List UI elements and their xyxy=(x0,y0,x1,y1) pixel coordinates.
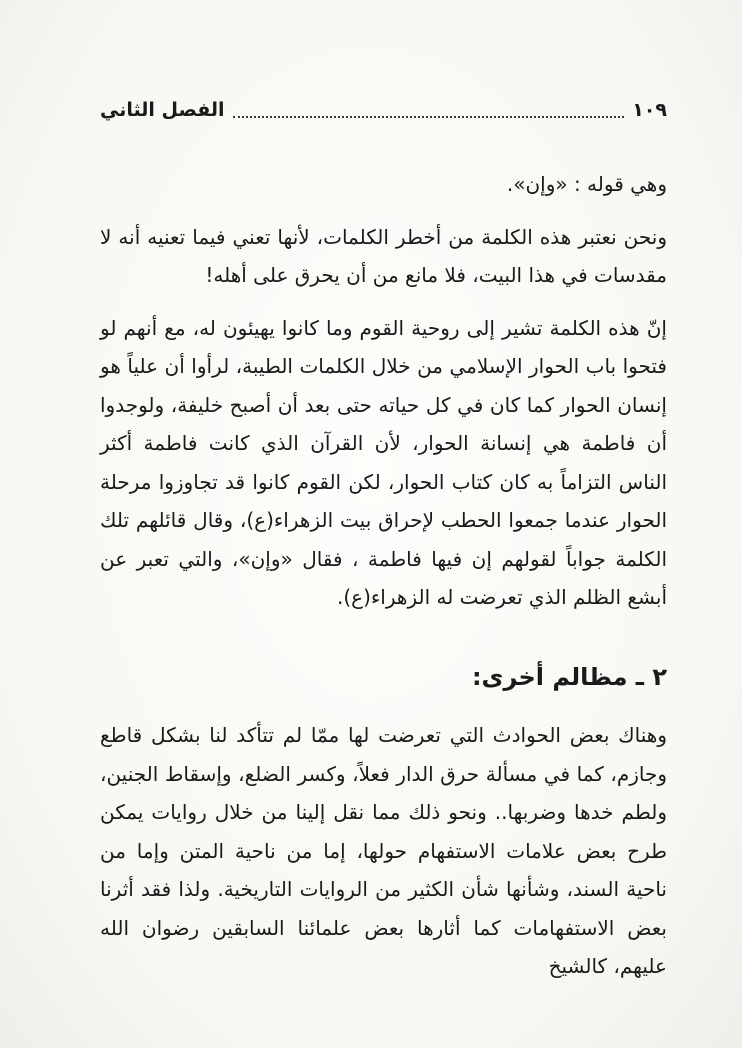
page-number: ١٠٩ xyxy=(632,99,667,121)
dotted-leader xyxy=(233,102,625,118)
paragraph-1: ونحن نعتبر هذه الكلمة من أخطر الكلمات، لأنها تعني فيما تعنيه أنه لا مقدسات في هذا البيت، فلا مانع من أن يحرق على أهله! xyxy=(100,224,667,287)
section-text xyxy=(100,716,667,986)
section-heading: ٢ ـ مظالم أخرى: xyxy=(471,663,667,691)
paragraph-3: وهناك بعض الحوادث التي تعرضت لها ممّا لم تتأكد لنا بشكل قاطع وجازم، كما في مسألة حرق الدار فعلاً، وكسر الضلع، وإسقاط الجنين، ولطم خدها وضربها.. ونحو ذلك مما نقل إلينا من خلال روايات يمكن طرح بعض علامات الاستفهام حولها، إما من ناحية المتن وإما من ناحية السند، وشأنها شأن الكثير من الروايات التاريخية. ولذا فقد أثرنا بعض الاستفهامات كما أثارها بعض علمائنا السابقين رضوان الله عليهم، كالشيخ xyxy=(100,723,667,978)
chapter-title: الفصل الثاني xyxy=(100,99,225,121)
running-header xyxy=(100,95,667,125)
paragraph-2: إنّ هذه الكلمة تشير إلى روحية القوم وما كانوا يهيئون له، مع أنهم لو فتحوا باب الحوار الإسلامي من خلال الكلمات الطيبة، لرأوا أن علياً هو إنسان الحوار كما كان في كل حياته حتى بعد أن أصبح خليفة، ولوجدوا أن فاطمة هي إنسانة الحوار، لأن القرآن الذي كانت فاطمة أكثر الناس التزاماً به كان كتاب الحوار، لكن القوم كانوا قد تجاوزوا مرحلة الحوار عندما جمعوا الحطب لإحراق بيت الزهراء(ع)، وقال قائلهم تلك الكلمة جواباً لقولهم إن فيها فاطمة ، فقال «وإن»، والتي تعبر عن أبشع الظلم الذي تعرضت له الزهراء(ع). xyxy=(100,315,667,609)
main-text xyxy=(100,165,667,617)
paragraph-quote: وهي قوله : «وإن». xyxy=(506,172,667,196)
